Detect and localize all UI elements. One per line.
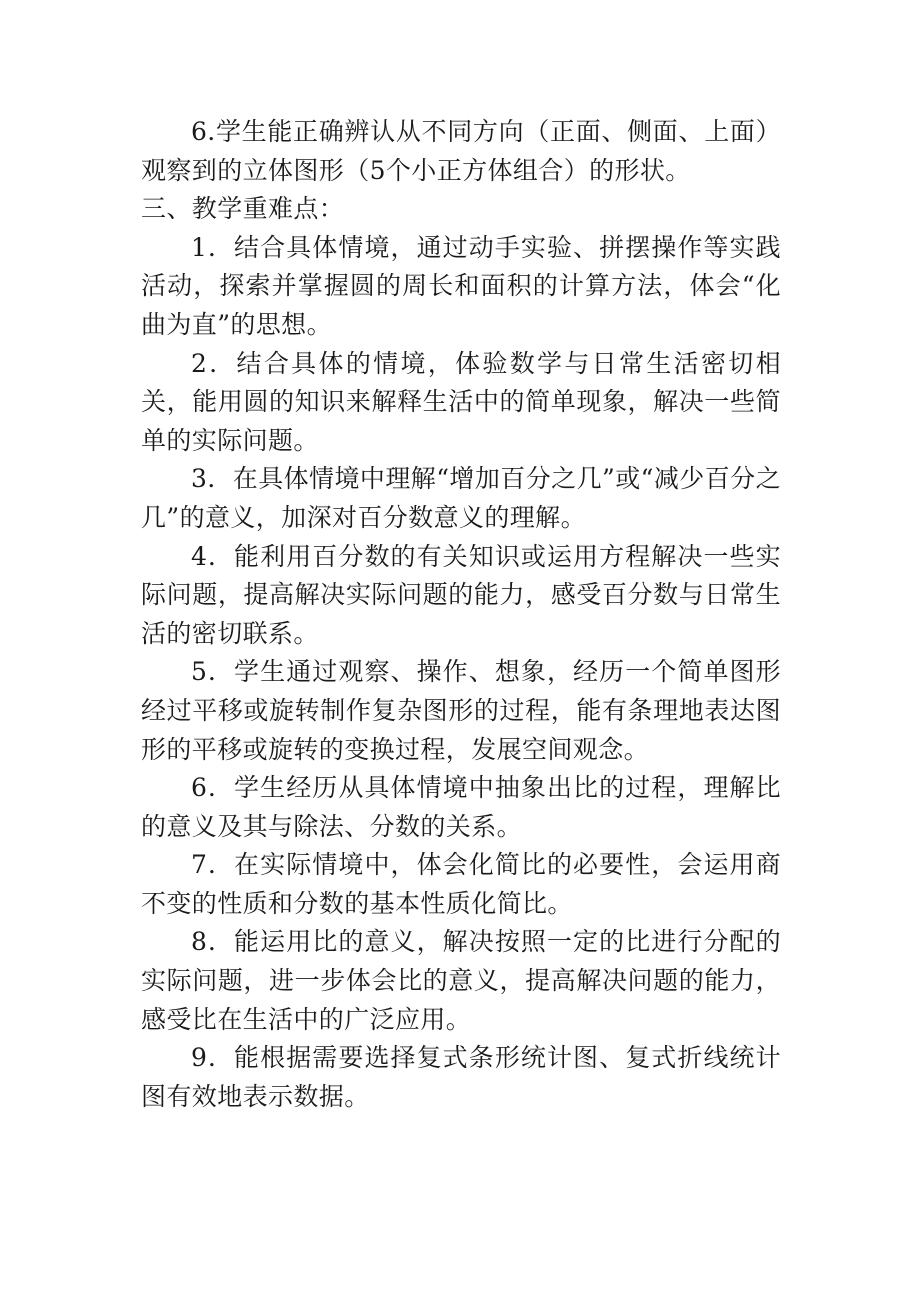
list-item-1: 1．结合具体情境，通过动手实验、拼摆操作等实践活动，探索并掌握圆的周长和面积的计算方法，体会“化曲为直”的思想。 (141, 232, 781, 339)
list-item-8: 8．能运用比的意义，解决按照一定的比进行分配的实际问题，进一步体会比的意义，提高解决问题的能力，感受比在生活中的广泛应用。 (141, 927, 781, 1034)
list-item-4: 4．能利用百分数的有关知识或运用方程解决一些实际问题，提高解决实际问题的能力，感受百分数与日常生活的密切联系。 (141, 541, 781, 648)
section-heading: 三、教学重难点： (141, 194, 345, 224)
document-page (141, 113, 781, 1116)
list-item-7: 7．在实际情境中，体会化简比的必要性，会运用商不变的性质和分数的基本性质化简比。 (141, 850, 781, 918)
list-item-3: 3．在具体情境中理解“增加百分之几”或“减少百分之几”的意义，加深对百分数意义的理解。 (141, 464, 781, 532)
list-item-5: 5．学生通过观察、操作、想象，经历一个简单图形经过平移或旋转制作复杂图形的过程，能有条理地表达图形的平移或旋转的变换过程，发展空间观念。 (141, 657, 781, 764)
list-item-9: 9．能根据需要选择复式条形统计图、复式折线统计图有效地表示数据。 (141, 1043, 781, 1111)
intro-item-paragraph: 6.学生能正确辨认从不同方向（正面、侧面、上面）观察到的立体图形（5个小正方体组合）的形状。 (141, 117, 781, 185)
list-item-6: 6．学生经历从具体情境中抽象出比的过程，理解比的意义及其与除法、分数的关系。 (141, 773, 781, 841)
list-item-2: 2．结合具体的情境，体验数学与日常生活密切相关，能用圆的知识来解释生活中的简单现象，解决一些简单的实际问题。 (141, 348, 781, 455)
